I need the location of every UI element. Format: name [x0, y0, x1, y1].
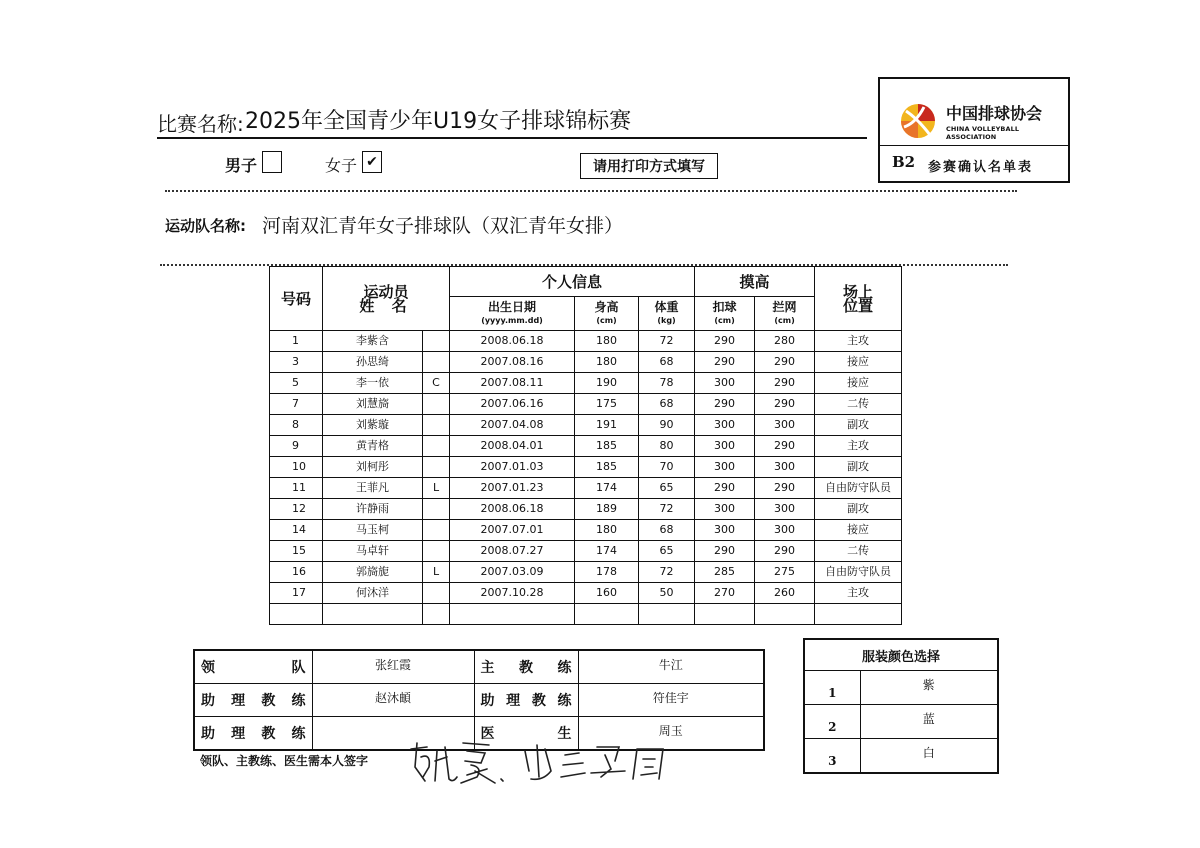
doctor-label: 医生: [474, 717, 578, 751]
player-number: 7: [270, 394, 323, 415]
association-name-cn: 中国排球协会: [946, 104, 1043, 123]
head-coach-label: 主教练: [474, 650, 578, 684]
player-name: 何沐洋: [323, 583, 423, 604]
player-spike-reach: 270: [695, 583, 755, 604]
player-number: 1: [270, 331, 323, 352]
dotted-divider: [165, 190, 1017, 192]
table-row: [270, 478, 902, 499]
player-weight: 50: [639, 583, 695, 604]
female-checkbox[interactable]: ✔: [362, 151, 382, 173]
association-name-en: CHINA VOLLEYBALL ASSOCIATION: [946, 125, 1020, 141]
header-position-line2: 位置: [843, 296, 874, 315]
player-birth-date: 2007.08.11: [450, 373, 575, 394]
header-spike: [695, 297, 755, 331]
player-position: 自由防守队员: [815, 562, 902, 583]
signature-label: 领队、主教练、医生需本人签字: [200, 754, 369, 768]
header-athlete-line1: 运动员: [363, 282, 409, 301]
header-position: [815, 267, 902, 331]
player-birth-date: 2007.01.23: [450, 478, 575, 499]
player-role-mark: [423, 541, 450, 562]
header-personal-info: 个人信息: [450, 267, 695, 297]
header-block: [755, 297, 815, 331]
table-row: [270, 373, 902, 394]
handwritten-signature: [405, 737, 685, 789]
table-row: [270, 352, 902, 373]
player-position: 自由防守队员: [815, 478, 902, 499]
player-name: 王菲凡: [323, 478, 423, 499]
player-height: 178: [575, 562, 639, 583]
player-birth-date: 2007.01.03: [450, 457, 575, 478]
table-row: [270, 436, 902, 457]
player-spike-reach: 290: [695, 352, 755, 373]
table-row: [270, 541, 902, 562]
print-instruction: 请用打印方式填写: [580, 153, 718, 179]
player-spike-reach: 300: [695, 499, 755, 520]
uniform-index: 3: [804, 739, 860, 774]
table-row: [270, 604, 902, 625]
empty-cell: [575, 604, 639, 625]
player-height: 180: [575, 352, 639, 373]
player-number: 15: [270, 541, 323, 562]
player-birth-date: 2008.06.18: [450, 331, 575, 352]
header-height-unit: (cm): [596, 315, 617, 325]
player-spike-reach: 300: [695, 415, 755, 436]
player-name: 李一依: [323, 373, 423, 394]
player-position: 接应: [815, 352, 902, 373]
empty-cell: [695, 604, 755, 625]
player-role-mark: L: [423, 478, 450, 499]
player-height: 185: [575, 457, 639, 478]
header-spike-label: 扣球: [712, 299, 737, 314]
header-athlete: [323, 267, 450, 331]
player-birth-date: 2007.08.16: [450, 352, 575, 373]
header-weight-unit: (kg): [657, 315, 676, 325]
team-label: 运动队名称:: [165, 217, 246, 235]
empty-cell: [755, 604, 815, 625]
form-title: 参赛确认名单表: [928, 160, 1034, 175]
form-code: B2: [892, 153, 916, 171]
player-weight: 65: [639, 541, 695, 562]
table-row: [270, 583, 902, 604]
player-position: 副攻: [815, 499, 902, 520]
player-spike-reach: 290: [695, 331, 755, 352]
player-block-reach: 290: [755, 352, 815, 373]
player-name: 黄青格: [323, 436, 423, 457]
player-birth-date: 2007.10.28: [450, 583, 575, 604]
player-position: 二传: [815, 541, 902, 562]
player-number: 11: [270, 478, 323, 499]
header-birth: [450, 297, 575, 331]
player-position: 主攻: [815, 331, 902, 352]
assistant-coach-label: 助理教练: [474, 684, 578, 717]
player-name: 刘慧旖: [323, 394, 423, 415]
doctor-value: 周玉: [578, 717, 764, 751]
uniform-index: 1: [804, 671, 860, 705]
player-number: 10: [270, 457, 323, 478]
player-height: 189: [575, 499, 639, 520]
empty-cell: [450, 604, 575, 625]
player-block-reach: 290: [755, 436, 815, 457]
male-checkbox[interactable]: [262, 151, 282, 173]
empty-cell: [423, 604, 450, 625]
player-role-mark: L: [423, 562, 450, 583]
table-row: [270, 415, 902, 436]
header-block-label: 拦网: [772, 299, 797, 314]
header-weight-label: 体重: [654, 299, 679, 314]
player-spike-reach: 290: [695, 541, 755, 562]
player-block-reach: 290: [755, 373, 815, 394]
player-role-mark: [423, 352, 450, 373]
player-name: 马卓轩: [323, 541, 423, 562]
player-number: 14: [270, 520, 323, 541]
player-block-reach: 300: [755, 415, 815, 436]
player-height: 180: [575, 520, 639, 541]
player-block-reach: 300: [755, 457, 815, 478]
male-label: 男子: [225, 156, 258, 175]
player-height: 191: [575, 415, 639, 436]
uniform-color: 白: [860, 739, 998, 774]
player-role-mark: C: [423, 373, 450, 394]
table-row: [270, 457, 902, 478]
player-weight: 65: [639, 478, 695, 499]
header-spike-unit: (cm): [714, 315, 735, 325]
header-number: 号码: [270, 267, 323, 331]
player-birth-date: 2007.06.16: [450, 394, 575, 415]
player-weight: 72: [639, 562, 695, 583]
uniform-title: 服装颜色选择: [804, 639, 998, 671]
header-height-label: 身高: [594, 299, 619, 314]
header-weight: [639, 297, 695, 331]
staff-table: [193, 649, 765, 751]
player-name: 郭旖旎: [323, 562, 423, 583]
player-height: 174: [575, 541, 639, 562]
player-number: 12: [270, 499, 323, 520]
player-role-mark: [423, 520, 450, 541]
table-row: [270, 394, 902, 415]
female-label: 女子: [325, 156, 358, 175]
player-spike-reach: 300: [695, 520, 755, 541]
player-birth-date: 2007.07.01: [450, 520, 575, 541]
uniform-index: 2: [804, 705, 860, 739]
player-number: 16: [270, 562, 323, 583]
assistant-coach-label: 助理教练: [194, 717, 312, 751]
player-number: 3: [270, 352, 323, 373]
player-weight: 72: [639, 331, 695, 352]
player-block-reach: 300: [755, 499, 815, 520]
player-number: 9: [270, 436, 323, 457]
player-name: 孙思绮: [323, 352, 423, 373]
player-weight: 68: [639, 520, 695, 541]
player-birth-date: 2007.04.08: [450, 415, 575, 436]
player-spike-reach: 290: [695, 478, 755, 499]
leader-label: 领队: [194, 650, 312, 684]
header-position-line1: 场上: [843, 282, 874, 301]
player-name: 李紫含: [323, 331, 423, 352]
player-position: 副攻: [815, 457, 902, 478]
player-weight: 72: [639, 499, 695, 520]
header-block-unit: (cm): [774, 315, 795, 325]
player-block-reach: 260: [755, 583, 815, 604]
player-number: 5: [270, 373, 323, 394]
player-block-reach: 300: [755, 520, 815, 541]
uniform-color: 紫: [860, 671, 998, 705]
player-weight: 70: [639, 457, 695, 478]
uniform-color-table: [803, 638, 999, 774]
player-block-reach: 290: [755, 394, 815, 415]
player-role-mark: [423, 457, 450, 478]
player-position: 主攻: [815, 583, 902, 604]
player-height: 174: [575, 478, 639, 499]
player-weight: 68: [639, 352, 695, 373]
logo-divider: [880, 145, 1068, 146]
head-coach-value: 牛江: [578, 650, 764, 684]
player-name: 许静雨: [323, 499, 423, 520]
player-position: 副攻: [815, 415, 902, 436]
player-spike-reach: 300: [695, 436, 755, 457]
player-block-reach: 290: [755, 541, 815, 562]
player-position: 接应: [815, 520, 902, 541]
table-row: [270, 499, 902, 520]
player-birth-date: 2007.03.09: [450, 562, 575, 583]
player-name: 马玉柯: [323, 520, 423, 541]
player-position: 主攻: [815, 436, 902, 457]
player-role-mark: [423, 583, 450, 604]
assistant-coach-label: 助理教练: [194, 684, 312, 717]
empty-cell: [323, 604, 423, 625]
header-underline: [157, 137, 867, 139]
player-spike-reach: 285: [695, 562, 755, 583]
player-name: 刘紫璇: [323, 415, 423, 436]
header-birth-format: (yyyy.mm.dd): [481, 315, 543, 325]
assistant-coach-value: 符佳宇: [578, 684, 764, 717]
empty-cell: [815, 604, 902, 625]
leader-value: 张红霞: [312, 650, 474, 684]
player-role-mark: [423, 331, 450, 352]
roster-table: [269, 266, 902, 625]
player-position: 二传: [815, 394, 902, 415]
player-spike-reach: 290: [695, 394, 755, 415]
player-weight: 78: [639, 373, 695, 394]
player-role-mark: [423, 499, 450, 520]
player-height: 190: [575, 373, 639, 394]
empty-cell: [639, 604, 695, 625]
assistant-coach-value: 赵沐頔: [312, 684, 474, 717]
player-height: 175: [575, 394, 639, 415]
player-spike-reach: 300: [695, 457, 755, 478]
player-block-reach: 275: [755, 562, 815, 583]
roster-body: [270, 331, 902, 625]
player-position: 接应: [815, 373, 902, 394]
player-block-reach: 280: [755, 331, 815, 352]
player-role-mark: [423, 394, 450, 415]
table-row: [270, 331, 902, 352]
team-name: 河南双汇青年女子排球队（双汇青年女排）: [262, 215, 624, 237]
header-athlete-line2: 姓 名: [359, 296, 413, 315]
player-weight: 68: [639, 394, 695, 415]
player-birth-date: 2008.07.27: [450, 541, 575, 562]
empty-cell: [270, 604, 323, 625]
competition-name: 2025年全国青少年U19女子排球锦标赛: [245, 109, 632, 134]
player-height: 185: [575, 436, 639, 457]
player-weight: 80: [639, 436, 695, 457]
player-height: 180: [575, 331, 639, 352]
player-role-mark: [423, 415, 450, 436]
player-number: 17: [270, 583, 323, 604]
header-height: [575, 297, 639, 331]
competition-label: 比赛名称:: [157, 112, 244, 136]
player-block-reach: 290: [755, 478, 815, 499]
player-role-mark: [423, 436, 450, 457]
header-birth-label: 出生日期: [488, 299, 537, 314]
uniform-color: 蓝: [860, 705, 998, 739]
volleyball-logo-icon: [898, 101, 938, 141]
association-logo-box: [878, 77, 1070, 183]
player-spike-reach: 300: [695, 373, 755, 394]
player-birth-date: 2008.04.01: [450, 436, 575, 457]
header-reach: 摸高: [695, 267, 815, 297]
player-height: 160: [575, 583, 639, 604]
player-name: 刘柯彤: [323, 457, 423, 478]
table-row: [270, 562, 902, 583]
table-row: [270, 520, 902, 541]
player-weight: 90: [639, 415, 695, 436]
player-number: 8: [270, 415, 323, 436]
player-birth-date: 2008.06.18: [450, 499, 575, 520]
